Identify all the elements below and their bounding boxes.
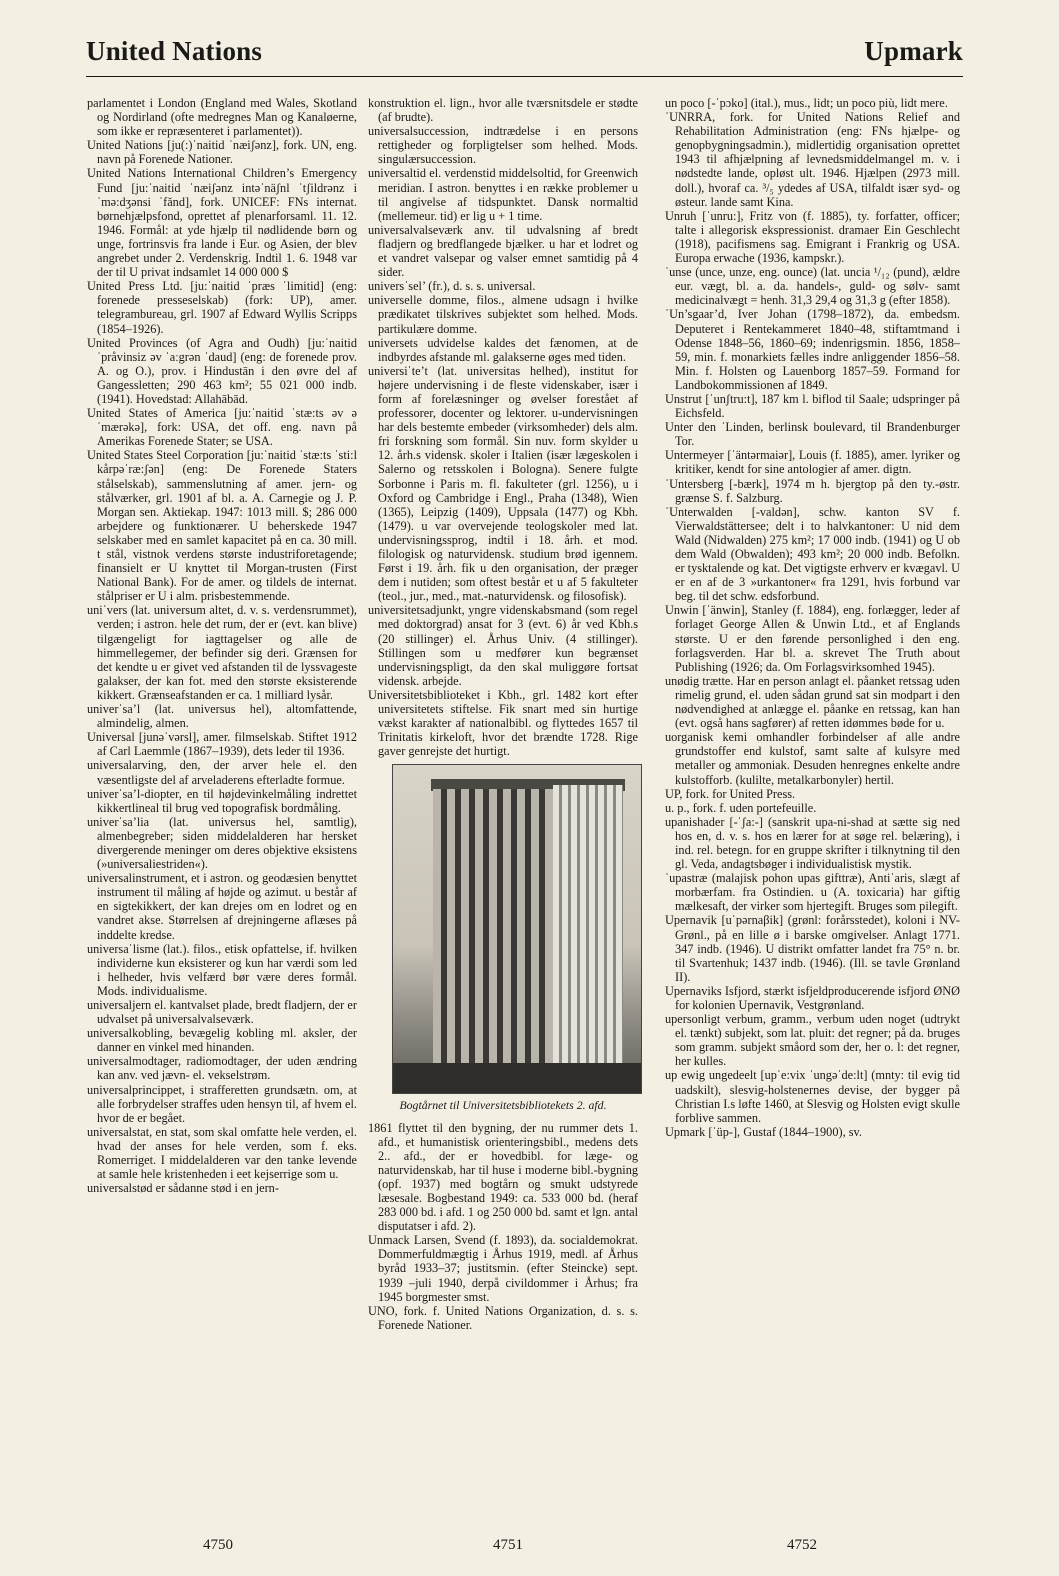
dictionary-entry: universaˈlisme (lat.). filos., etisk opfattelse, if. hvilken individerne kun eksisterer og kun har værdi som led i helheder, hvis velfærd bør være deres formål. Mods. individualisme. xyxy=(87,941,357,998)
dictionary-entry: Unstrut [ˈunʃtru:t], 187 km l. biflod til Saale; udspringer på Eichsfeld. xyxy=(665,391,960,421)
dictionary-entry: universˈsel’ (fr.), d. s. s. universal. xyxy=(368,279,536,294)
dictionary-entry: universelle domme, filos., almene udsagn i hvilke prædikatet tilskrives subjektet som helhed. Mods. partikulære domme. xyxy=(368,293,638,336)
dictionary-entry: ˈUnterwalden [-valdən], schw. kanton SV f. Vierwaldstättersee; delt i to halvkantoner: U nid dem Wald (Nidwalden) 275 km²; 17 000 indb. (1941) og U ob dem Wald (Obwalden); 493 km²; 20 000 indb. Befolkn. er tysktalende og kat. Det vigtigste erhverv er kvægavl. U er en af de 3 »urkantoner« fra 1291, hvis forbund var beg. til det schw. edsforbund. xyxy=(665,504,960,604)
column-2-bottom-entries xyxy=(368,1121,638,1332)
dictionary-entry: ˈUntersberg [-bærk], 1974 m h. bjergtop på den ty.-østr. grænse S. f. Salzburg. xyxy=(665,476,960,505)
dictionary-entry: Upernaviks Isfjord, stærkt isfjeldproducerende isfjord ØNØ for kolonien Upernavik, Vestgrønland. xyxy=(665,983,960,1012)
dictionary-entry: Upmark [ˈüp-], Gustaf (1844–1900), sv. xyxy=(665,1124,862,1139)
page-number-middle: 4751 xyxy=(493,1537,523,1553)
dictionary-entry: uorganisk kemi omhandler forbindelser af alle andre grundstoffer end kulstof, samt salte af kulsyre med metaller og ammoniak. Desuden henregnes enkelte andre kulstofforb. (kulilte, metalkarbonyler) hertil. xyxy=(665,730,960,787)
running-header xyxy=(86,36,963,77)
page-number-right: 4752 xyxy=(787,1537,817,1553)
dictionary-entry: parlamentet i London (England med Wales, Skotland og Nordirland (ofte medregnes Man og Kanaløerne, som ikke er repræsenteret i parlamentet)). xyxy=(87,96,357,139)
photo-caption: Bogtårnet til Universitetsbibliotekets 2. afd. xyxy=(399,1098,607,1113)
column-1 xyxy=(87,96,357,1195)
dictionary-entry: univerˈsa’l-diopter, en til højdevinkelmåling indrettet kikkertlineal til brug ved topografisk bordmåling. xyxy=(87,786,357,815)
dictionary-entry: universalvalseværk anv. til udvalsning af bredt fladjern og bredflangede bjælker. u har et lodret og et vandret valsepar og valser emnet samtidig på 4 sider. xyxy=(368,222,638,280)
dictionary-entry: upersonligt verbum, gramm., verbum uden noget (udtrykt el. tænkt) subjekt, som lat. pluit: det regner; på da. bruges som gramm. subjekt småord som der, her o. l: det regner, her kulles. xyxy=(665,1012,960,1069)
dictionary-entry: UNO, fork. f. United Nations Organization, d. s. s. Forenede Nationer. xyxy=(368,1303,638,1332)
dictionary-entry: United States of America [ju:ˈnaitid ˈstæ:ts əv əˈmærəkə], fork: USA, det off. eng. navn på Amerikas Forenede Stater; se USA. xyxy=(87,406,357,449)
dictionary-entry: universalinstrument, et i astron. og geodæsien benyttet instrument til måling af højde og azimut. u består af en sigtekikkert, der kan drejes om en lodret og en vandret akse. Størrelsen af drejningerne aflæses på inddelte kredse. xyxy=(87,871,357,942)
dictionary-entry: UP, fork. for United Press. xyxy=(665,786,796,801)
dictionary-entry: universalstat, en stat, som skal omfatte hele verden, el. hvad der anses for hele verden, som f. eks. Romerriget. I middelalderen var den tanke levende at samle hele kristenheden i eet kejserrige som u. xyxy=(87,1124,357,1182)
dictionary-entry: universalmodtager, radiomodtager, der uden ændring kan anv. ved jævn- el. vekselstrøm. xyxy=(87,1054,357,1083)
library-tower-photo xyxy=(392,764,642,1094)
column-2-top-entries xyxy=(368,96,638,758)
page-number-left: 4750 xyxy=(203,1537,233,1553)
photo-ground xyxy=(393,1063,641,1093)
dictionary-entry: Unruh [ˈunru:], Fritz von (f. 1885), ty. forfatter, officer; talte i allegorisk ekspressionist. dramaer Ein Geschlecht (1918), pacifismens sag. Emigrant i Frankrig og USA. Europa erwache (1936, kampskr.). xyxy=(665,208,960,266)
tower-front-facade xyxy=(433,789,553,1079)
dictionary-entry: Unmack Larsen, Svend (f. 1893), da. socialdemokrat. Dommerfuldmægtig i Århus 1919, medl. af Århus byråd 1933–37; justitsmin. (efter Steincke) sept. 1939 –juli 1940, derpå civildommer i Århus; fra 1945 borgmester smst. xyxy=(368,1233,638,1304)
dictionary-entry: United Press Ltd. [ju:ˈnaitid ˈpræs ˈlimitid] (eng: forenede presseselskab) (fork: UP), amer. telegrambureau, grl. 1907 af Edward Wyllis Scripps (1854–1926). xyxy=(87,279,357,336)
dictionary-entry: universalsuccession, indtrædelse i en persons rettigheder og forpligtelser som helhed. Mods. singulærsuccession. xyxy=(368,124,638,167)
dictionary-entry: unødig trætte. Har en person anlagt el. påanket retssag uden rimelig grund, el. uden sådan grund sat sin modpart i den nødvendighed at anlægge el. påanke en retssag, kan han (evt. også hans sagfører) af retten idømmes bøde for u. xyxy=(665,673,960,731)
dictionary-entry: ˈupastræ (malajisk pohon upas gifttræ), Antiˈaris, slægt af morbærfam. fra Ostindien. u (A. toxicaria) har giftig mælkesaft, der virker som hjertegift. Bruges som pilegift. xyxy=(665,871,960,914)
dictionary-entry: konstruktion el. lign., hvor alle tværsnitsdele er stødte (af brudte). xyxy=(368,96,638,125)
dictionary-entry: universitetsadjunkt, yngre videnskabsmand (som regel med doktorgrad) ansat for 3 (evt. 6) år ved Kbh.s (20 stillinger) el. Århus Univ. (4 stillinger). Stillingen som u medfører kun begrænset undervisningspligt, da den skal muliggøre fortsat vidensk. arbejde. xyxy=(368,603,638,688)
tower-side-facade xyxy=(553,785,623,1079)
dictionary-entry: United Nations International Children’s Emergency Fund [ju:ˈnaitid ˈnæiʃənz intəˈnäʃnl ˈtʃildrənz iˈmə:dʒənsi ˈfǎnd], fork. UNICEF: FNs internat. børnehjælpsfond, oprettet af plenarforsaml. 11. 12. 1946. Formål: at yde hjælp til nødlidende børn og unge, fortrinsvis fra lande i Eur. og Asien, der blev angrebet under 2. Verdenskrig. Indtil 1. 6. 1948 var der til U privat indsamlet 14 000 000 $ xyxy=(87,166,357,280)
dictionary-entry: universaljern el. kantvalset plade, bredt fladjern, der er udvalset på universalvalseværk. xyxy=(87,998,357,1027)
dictionary-entry: universalstød er sådanne stød i en jern- xyxy=(87,1181,279,1196)
dictionary-entry: univerˈsa’l (lat. universus hel), altomfattende, almindelig, almen. xyxy=(87,702,357,731)
dictionary-entry: univerˈsa’lia (lat. universus hel, samtlig), almenbegreber; siden middelalderen har hersket divergerende meninger om deres objektive eksistens (»universaliestriden«). xyxy=(87,814,357,872)
dictionary-entry: un poco [-ˈpɔko] (ital.), mus., lidt; un poco più, lidt mere. xyxy=(665,96,948,110)
dictionary-entry: Universitetsbiblioteket i Kbh., grl. 1482 kort efter universitetets stiftelse. Fik snart med sin hurtige vækst karakter af nationalbibl. og flyttedes 1657 til Trinitatis kirkeloft, hvor det brændte 1728. Rige gaver genrejste det hurtigt. xyxy=(368,687,638,759)
dictionary-entry: up ewig ungedeelt [upˈe:vix ˈungəˈde:lt] (mnty: til evig tid uadskilt), slesvig-holstenernes devise, der bygger på Christian I.s løfte 1460, at Slesvig og Holsten evigt skulle forblive sammen. xyxy=(665,1068,960,1125)
dictionary-entry: United Nations [ju(:)ˈnaitid ˈnæiʃənz], fork. UN, eng. navn på Forenede Nationer. xyxy=(87,138,357,167)
dictionary-entry: universalarving, den, der arver hele el. den væsentligste del af arveladerens efterladte formue. xyxy=(87,758,357,787)
dictionary-entry: United Provinces (of Agra and Oudh) [ju:ˈnaitid ˈpråvinsiz əv ˈaːgrən ˈdaud] (eng: de forenede prov. A. og O.), prov. i Hindustān i den øvre del af Gangessletten; 290 463 km²; 55 021 000 indb. (1941). Hovedstad: Allahābād. xyxy=(87,335,357,406)
dictionary-entry: u. p., fork. f. uden portefeuille. xyxy=(665,800,817,815)
dictionary-entry: ˈunse (unce, unze, eng. ounce) (lat. uncia ¹/₁₂ (pund), ældre eur. vægt, bl. a. da. handels-, guld- og sølv- samt medicinalvægt = henh. 31,3 29,4 og 31,3 g (efter 1858). xyxy=(665,265,960,308)
dictionary-entry: Unwin [ˈänwin], Stanley (f. 1884), eng. forlægger, leder af forlaget George Allen & Unwin Ltd., et af Englands største. U er den førende personlighed i den eng. forlagsverden. Har bl. a. skrevet The Truth about Publishing (1926; da. Om Forlagsvirksomhed 1945). xyxy=(665,603,960,674)
dictionary-entry: ˈUNRRA, fork. for United Nations Relief and Rehabilitation Administration (eng: FNs hjælpe- og genopbygningsadmin.), midlertidig organisation oprettet 1943 til afhjælpning af levnedsmiddelmangel m. v. i nødstedte lande, opløst ult. 1946. Hjælpen (2973 mill. doll.), hvoraf ca. ³/₅ ydedes af USA, tilfaldt især syd- og østeur. lande samt Kina. xyxy=(665,110,960,209)
column-3 xyxy=(665,96,960,1139)
dictionary-entry: upanishader [-ˈʃa:-] (sanskrit upa-ni-shad at sætte sig ned hos en, d. v. s. hos en lærer for at søge rel. belæring), i ind. rel. betegn. for en gruppe skrifter i tilknytning til den gl. Veda, andagtsbøger i individualistisk mystik. xyxy=(665,814,960,872)
dictionary-entry: universets udvidelse kaldes det fænomen, at de indbyrdes afstande ml. galakserne øges med tiden. xyxy=(368,335,638,364)
header-left-guideword: United Nations xyxy=(86,36,263,66)
dictionary-entry: universiˈte’t (lat. universitas helhed), institut for højere undervisning i de fleste videnskaber, især i form af forelæsninger og øvelser forestået af professorer, docenter og lektorer. u-undervisningen har dels bestemte embeder (virksomheder) dels alm. fri forskning som formål. Sin nuv. form skylder u 12. årh.s vidensk. skoler i Italien (især lægeskolen i Salerno og retsskolen i Bologna). Senere fulgte Sorbonne i Paris m. fl. fakulteter (grl. 1256), u i Oxford og Cambridge i Engl., Praha (1348), Wien (1365), Leipzig (1409), Uppsala (1477) og Kbh. (1479). u var overvejende teologskoler med lat. undervisningssprog, indtil i 18. årh. et mod. filologisk og naturvidensk. studium brød igennem. Først i 19. årh. fik u den organisation, der præger dem i nutiden; som oftest består et u af 5 fakulteter (teol., jur., med., mat.-naturvidensk. og filosofisk). xyxy=(368,363,638,604)
header-right-guideword: Upmark xyxy=(864,36,963,66)
dictionary-entry: universalprincippet, i strafferetten grundsætn. om, at alle forbrydelser straffes uden hensyn til, af hvem el. hvor de er begået. xyxy=(87,1082,357,1125)
dictionary-entry: universalkobling, bevægelig kobling ml. aksler, der danner en vinkel med hinanden. xyxy=(87,1026,357,1055)
column-2 xyxy=(368,96,638,1332)
dictionary-entry: Universal [junəˈvərsl], amer. filmselskab. Stiftet 1912 af Carl Laemmle (1867–1939), dets leder til 1936. xyxy=(87,730,357,759)
dictionary-entry: Upernavik [uˈpərnaβik] (grønl: forårsstedet), koloni i NV-Grønl., på en lille ø i barske omgivelser. Anlagt 1771. 347 indb. (1946). U distrikt omfatter landet fra 75° n. br. til Svartenhuk; 1437 indb. (1946). (Ill. se tavle Grønland II). xyxy=(665,913,960,984)
dictionary-entry: ˈUn’sgaar’d, Iver Johan (1798–1872), da. embedsm. Deputeret i Rentekammeret 1840–48, stiftamtmand i Odense 1848–56, 1860–69; indenrigsmin. 1856, 1858–59, min. f. monarkiets fælles indre anliggender 1856–58. Min. f. Holsten og Lauenborg 1857–59. Formand for Landbokommissionen af 1849. xyxy=(665,307,960,392)
dictionary-entry: United States Steel Corporation [ju:ˈnaitid ˈstæ:ts ˈsti:l kårpəˈræ:ʃən] (eng: De Forenede Staters stålselskab), sammenslutning af amer. jern- og stålværker, grl. 1901 af bl. a. A. Carnegie og J. P. Morgan sen. Aktiekap. 1947: 1013 mill. $; 286 000 arbejdere og funktionærer. U beherskede 1947 selskaber med en samlet kapacitet på en ca. 30 mill. t stål, vistnok verdens største industriforetagende; finansielt er U knyttet til Morgan-trusten (First National Bank). For de amer. og tildels de internat. stålpriser er U i alm. prisbestemmende. xyxy=(87,448,357,604)
dictionary-entry: universaltid el. verdenstid middelsoltid, for Greenwich meridian. I astron. benyttes i en række problemer u til angivelse af tidspunktet. Dansk normaltid (mellemeur. tid) er lig u + 1 time. xyxy=(368,166,638,223)
dictionary-entry: Unter den ˈLinden, berlinsk boulevard, til Brandenburger Tor. xyxy=(665,420,960,449)
dictionary-entry: 1861 flyttet til den bygning, der nu rummer dets 1. afd., et humanistisk orienteringsbibl., medens dets 2.. afd., der er hovedbibl. for læge- og naturvidenskab, har til huse i moderne bibl.-bygning (opf. 1937) med bogtårn og smukt udstyrede læsesale. Bogbestand 1949: ca. 533 000 bd. (heraf 283 000 bd. i afd. 1 og 250 000 bd. samt et lgn. antal disputatser i afd. 2). xyxy=(368,1120,638,1234)
dictionary-entry: uniˈvers (lat. universum altet, d. v. s. verdensrummet), verden; i astron. hele det rum, der er (evt. kan blive) tilgængeligt for iagttagelser og alle de himmellegemer, der befinder sig deri. Grænsen for det kendte u er givet ved afstanden til de lyssvageste galakser, der kan fot. med den største eksisterende kikkert. Grænseafstanden er ca. 1 milliard lysår. xyxy=(87,603,357,702)
dictionary-entry: Untermeyer [ˈäntərmaiər], Louis (f. 1885), amer. lyriker og kritiker, kendt for sine antologier af amer. digtn. xyxy=(665,448,960,477)
